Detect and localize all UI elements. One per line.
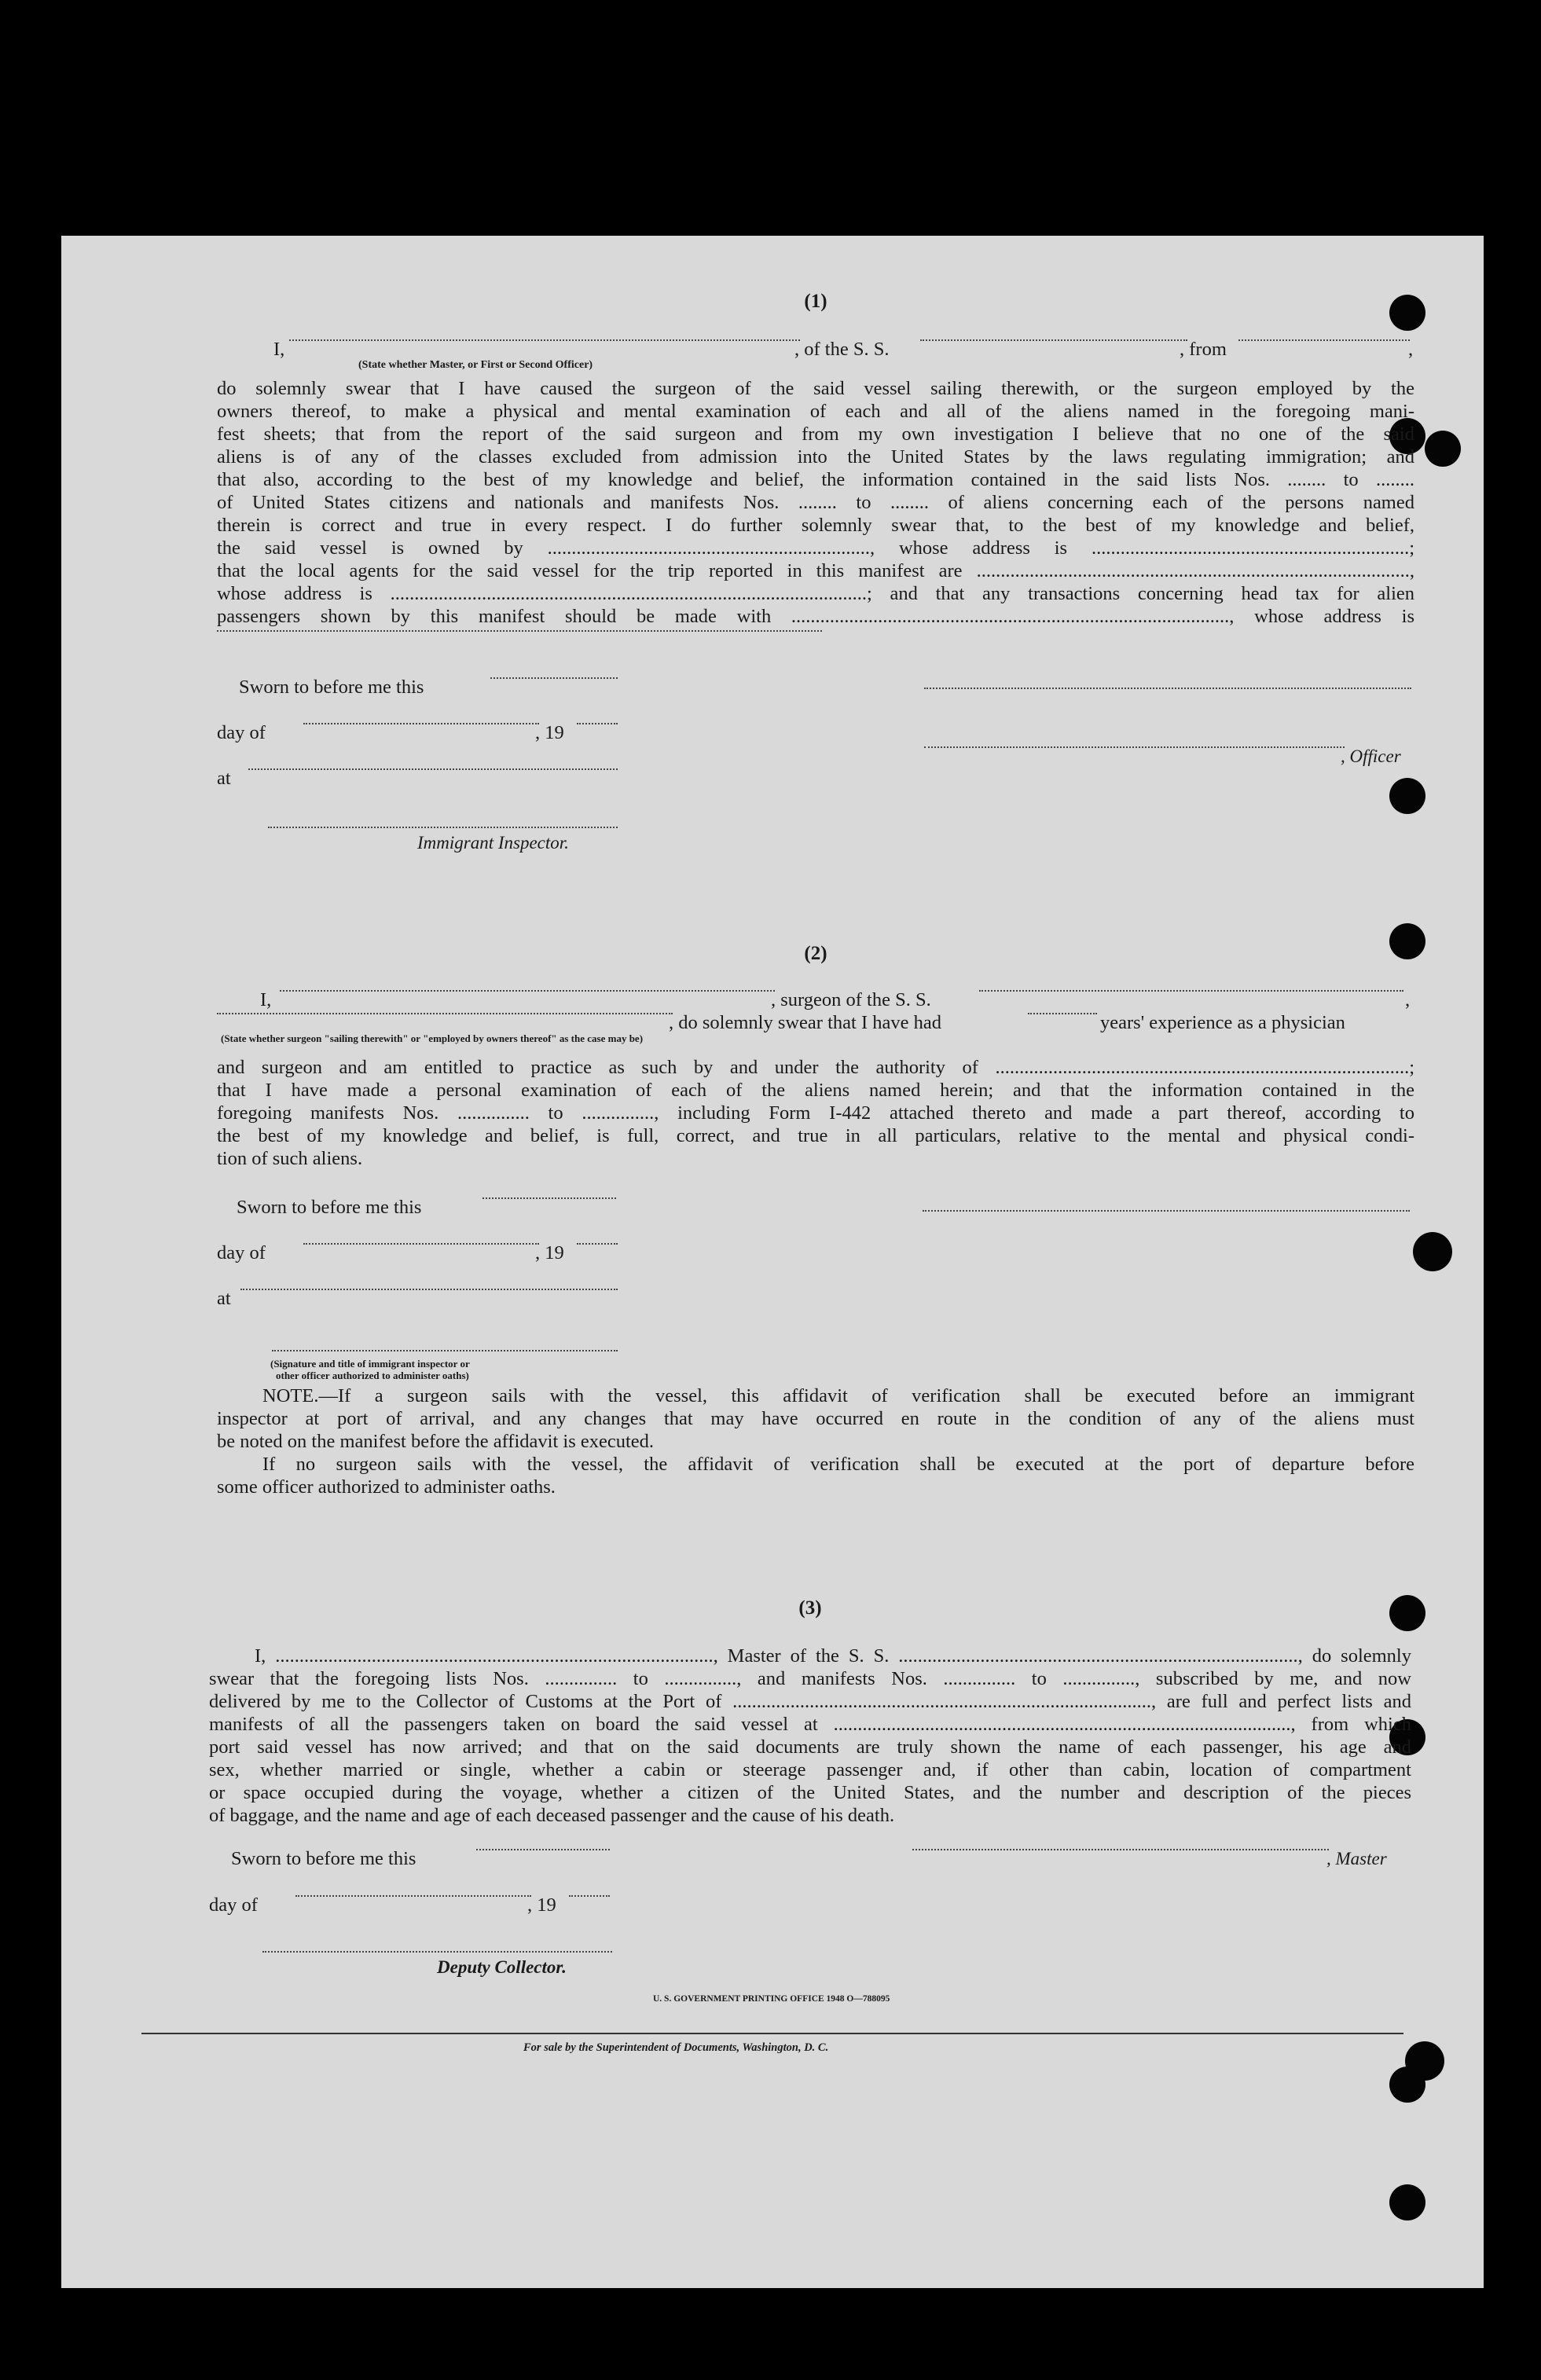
section-3-text: I, ..........................................................................................., Master of the S. S. ..................................................................................., do solemnly (255, 1645, 1411, 1667)
section-2-text: that I have made a personal examination of each of the aliens named herein; and that the information contained in the (217, 1080, 1414, 1101)
inspector-label: Immigrant Inspector. (417, 833, 569, 853)
section-2-number: (2) (804, 943, 827, 964)
note-text: If no surgeon sails with the vessel, the affidavit of verification shall be executed at the port of departure before (262, 1454, 1414, 1475)
section-2-text: and surgeon and am entitled to practice as such by and under the authority of ......................................................................................; (217, 1057, 1414, 1078)
sale-notice: For sale by the Superintendent of Documents, Washington, D. C. (523, 2041, 829, 2054)
section-1-number: (1) (804, 291, 827, 312)
punch-hole (1425, 431, 1461, 467)
section-1-text: therein is correct and true in every respect. I do further solemnly swear that, to the best of my knowledge and belief, (217, 515, 1414, 536)
section-1-text: owners thereof, to make a physical and mental examination of each and all of the aliens named in the foregoing mani- (217, 401, 1414, 422)
section-1-text: do solemnly swear that I have caused the surgeon of the said vessel sailing therewith, or the surgeon employed by the (217, 378, 1414, 399)
section-1-text: whose address is ...................................................................................................; and that any transactions concerning head tax for alien (217, 583, 1414, 604)
section-3: (3) I, ..........................................................................................., Master of the S. S. ..................................................................................., do solemnly swear that the foregoing lists Nos. ............... to ..............., and manifests Nos. ............... to ..............., subscribed by me, and now delivered by me to the Collector of Customs at the Port of ......................................................................................., are full and perfect lists and manifests of all the passengers taken on board the said vessel at ..............................................................................................., from which port said vessel has now arrived; and that on the said documents are truly shown the name of each passenger, his age and sex, whether married or single, whether a cabin or steerage passenger and, if other than cabin, location of compartment or space occupied during the voyage, whether a citizen of the United States, and the number and description of the pieces of baggage, and the name and age of each deceased passenger and the cause of his death. Sworn to before me this , Master day of , 19 Deputy Collector. U. S. GOVERNMENT PRINTING OFFICE 1948 O—788095 (209, 1597, 1411, 2004)
section-3-number: (3) (798, 1597, 822, 1619)
inspector-signature-line (268, 827, 618, 828)
punch-hole (1389, 2066, 1425, 2103)
section-3-text: of baggage, and the name and age of each deceased passenger and the cause of his death. (209, 1805, 895, 1826)
punch-hole (1389, 2184, 1425, 2220)
note-text: be noted on the manifest before the affidavit is executed. (217, 1431, 655, 1452)
section-1-text: fest sheets; that from the report of the said surgeon and from my own investigation I believe that no one of the said (217, 424, 1414, 445)
section-1: (1) I, , of the S. S. , from , (State whether Master, or First or Second Officer) do solemnly swear that I have caused the surgeon of the said vessel sailing therewith, or the surgeon employed by the owners thereof, to make a physical and mental examination of each and all of the aliens named in the foregoing mani- fest sheets; that from the report of the said surgeon and from my own investigation I believe that no one of the said aliens is of any of the classes excluded from admission into the United States by the laws regulating immigration; and that also, according to the best of my knowledge and belief, the information contained in the said lists Nos. ........ to ........ of United States citizens and nationals and manifests Nos. ........ to ........ of aliens concerning each of the persons named therein is correct and true in every respect. I do further solemnly swear that, to the best of my knowledge and belief, the said vessel is owned by ..................................................................., whose address is ..................................................................; that the local agents for the said vessel for the trip reported in this manifest are .........................................................................................., whose address is ...................................................................................................; and that any transactions concerning head tax for alien passengers shown by this manifest should be made with ..........................................................................................., whose address is Sworn to before me this day of , 19 , Officer at Immigrant Inspector. (217, 291, 1414, 853)
section-2-text: foregoing manifests Nos. ............... to ..............., including Form I-442 attached thereto and made a part thereof, according to (217, 1102, 1414, 1124)
inspector-signature-line (272, 1350, 618, 1351)
section-3-text: delivered by me to the Collector of Customs at the Port of ......................................................................................., are full and perfect lists and (209, 1691, 1411, 1712)
footer-rule (141, 2033, 1403, 2034)
section-3-text: port said vessel has now arrived; and that on the said documents are truly shown the name of each passenger, his age and (209, 1736, 1411, 1758)
section-1-text: that also, according to the best of my knowledge and belief, the information contained in the said lists Nos. ........ to ........ (217, 469, 1414, 490)
surgeon-signature-line (923, 1210, 1410, 1212)
collector-signature-line (262, 1951, 612, 1953)
form-page (61, 236, 1484, 2288)
section-1-text: that the local agents for the said vessel for the trip reported in this manifest are .........................................................................................., (217, 560, 1414, 581)
signature-note: (Signature and title of immigrant inspector or (270, 1358, 470, 1370)
section-2: (2) I, , surgeon of the S. S. , , do solemnly swear that I have had years' experience as a physician (State whether surgeon "sailing therewith" or "employed by owners thereof" as the case may be) and surgeon and am entitled to practice as such by and under the authority of ......................................................................................; that I have made a personal examination of each of the aliens named herein; and that the information contained in the foregoing manifests Nos. ............... to ..............., including Form I-442 attached thereto and made a part thereof, according to the best of my knowledge and belief, is full, correct, and true in all particulars, relative to the mental and physical condi- tion of such aliens. Sworn to before me this day of , 19 at (Signature and title of immigrant inspector or other officer authorized to administer oaths) NOTE.—If a surgeon sails with the vessel, this affidavit of verification shall be executed before an immigrant inspector at port of arrival, and any changes that may have occurred en route in the condition of any of the aliens must be noted on the manifest before the affidavit is executed. If no surgeon sails with the vessel, the affidavit of verification shall be executed at the port of departure before some officer authorized to administer oaths. (217, 943, 1414, 1498)
section-1-text: of United States citizens and nationals and manifests Nos. ........ to ........ of aliens concerning each of the persons named (217, 492, 1414, 513)
section-3-text: manifests of all the passengers taken on board the said vessel at ..............................................................................................., from which (209, 1714, 1411, 1735)
officer-signature-line (924, 688, 1411, 689)
deputy-collector-label: Deputy Collector. (437, 1957, 567, 1977)
section-2-text: tion of such aliens. (217, 1148, 363, 1169)
note-text: some officer authorized to administer oaths. (217, 1476, 556, 1498)
signature-note: other officer authorized to administer oaths) (276, 1370, 469, 1381)
section-3-text: or space occupied during the voyage, whether a citizen of the United States, and the number and description of the pieces (209, 1782, 1411, 1803)
section-1-text: the said vessel is owned by ..................................................................., whose address is ..................................................................; (217, 537, 1414, 559)
surgeon-note: (State whether surgeon "sailing therewith" or "employed by owners thereof" as the case may be) (221, 1032, 644, 1044)
section-1-text: aliens is of any of the classes excluded from admission into the United States by the laws regulating immigration; and (217, 446, 1414, 468)
section-2-text: the best of my knowledge and belief, is full, correct, and true in all particulars, relative to the mental and physical condi- (217, 1125, 1414, 1146)
punch-hole (1413, 1232, 1452, 1271)
section-3-text: swear that the foregoing lists Nos. ............... to ..............., and manifests Nos. ............... to ..............., subscribed by me, and now (209, 1668, 1411, 1689)
gpo-imprint: U. S. GOVERNMENT PRINTING OFFICE 1948 O—788095 (653, 1994, 890, 2004)
section-1-text: passengers shown by this manifest should be made with ..........................................................................................., whose address is (217, 606, 1414, 627)
section-3-text: sex, whether married or single, whether a cabin or steerage passenger and, if other than cabin, location of compartment (209, 1759, 1411, 1780)
note-text: NOTE.—If a surgeon sails with the vessel, this affidavit of verification shall be executed before an immigrant (262, 1385, 1414, 1406)
note-text: inspector at port of arrival, and any changes that may have occurred en route in the condition of any of the aliens must (217, 1408, 1414, 1429)
master-note: (State whether Master, or First or Second Officer) (358, 359, 593, 371)
